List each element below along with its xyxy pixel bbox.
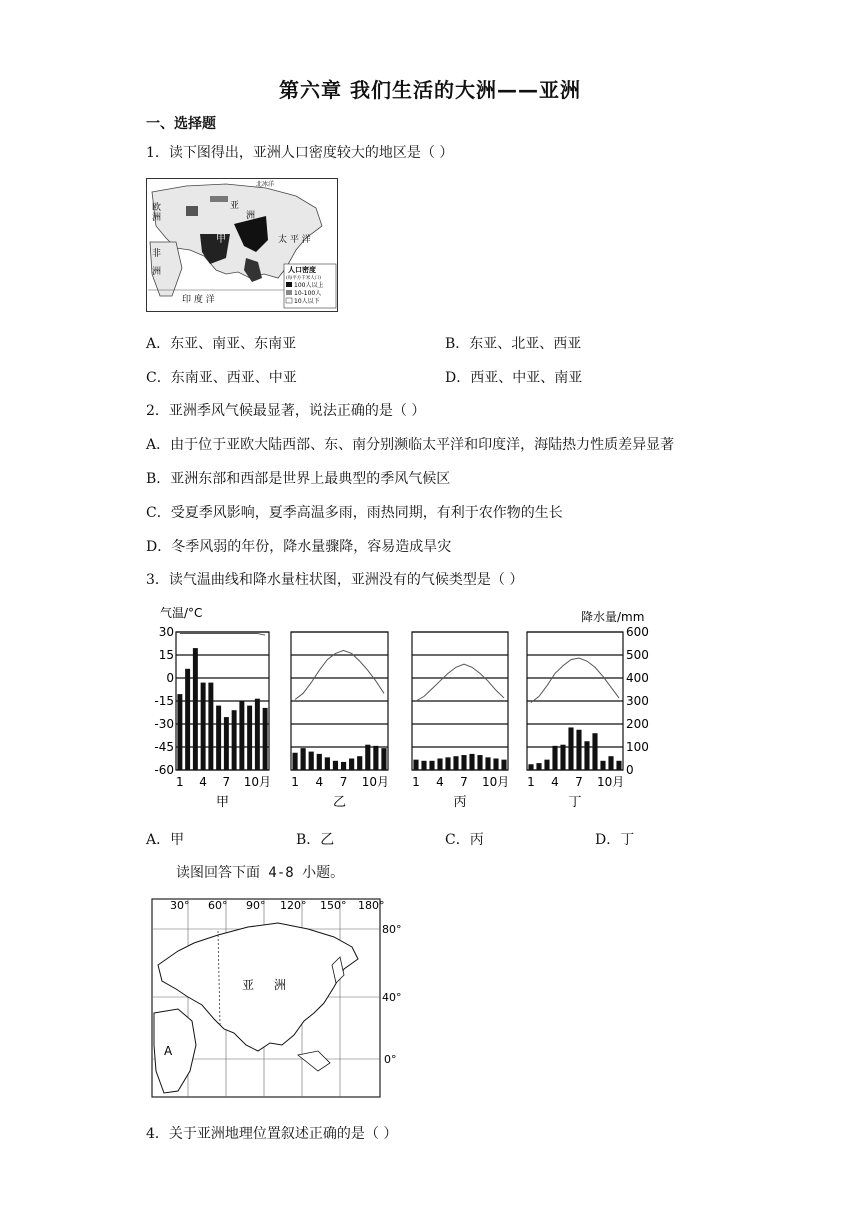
bar-甲-7 bbox=[224, 717, 229, 770]
bar-甲-6 bbox=[216, 706, 221, 770]
map-label-africa-2: 洲 bbox=[152, 267, 162, 277]
bar-乙-5 bbox=[325, 757, 330, 770]
q1-option-d[interactable]: D．西亚、中亚、南亚 bbox=[445, 370, 583, 386]
page-title: 第六章 我们生活的大洲——亚洲 bbox=[279, 78, 581, 102]
section-heading: 一、选择题 bbox=[146, 116, 216, 132]
xtick-乙-3: 10月 bbox=[361, 775, 390, 789]
bar-甲-4 bbox=[201, 683, 206, 770]
bar-丁-11 bbox=[608, 756, 613, 770]
map-label-indian-ocean: 印 度 洋 bbox=[182, 295, 215, 305]
xtick-丙-3: 10月 bbox=[482, 775, 510, 789]
bar-乙-7 bbox=[341, 762, 346, 770]
bar-乙-9 bbox=[357, 756, 362, 770]
bar-丁-8 bbox=[584, 741, 589, 770]
lon-label-150: 150° bbox=[320, 899, 347, 912]
bar-乙-3 bbox=[309, 752, 314, 770]
question-4-stem: 4．关于亚洲地理位置叙述正确的是（ ） bbox=[146, 1126, 398, 1142]
xtick-丁-2: 7 bbox=[575, 775, 583, 789]
precip-tick-3: 300 bbox=[626, 694, 649, 708]
q2-option-a[interactable]: A．由于位于亚欧大陆西部、东、南分别濒临太平洋和印度洋，海陆热力性质差异显著 bbox=[146, 437, 675, 453]
xtick-丙-1: 4 bbox=[436, 775, 444, 789]
legend-item-mid: 10-100人 bbox=[294, 290, 322, 297]
legend-item-high: 100人以上 bbox=[294, 282, 324, 289]
temp-tick-1: 15 bbox=[158, 648, 174, 662]
temp-tick-3: -15 bbox=[154, 694, 174, 708]
q1-option-c[interactable]: C．东南亚、西亚、中亚 bbox=[146, 370, 297, 386]
xtick-甲-2: 7 bbox=[222, 775, 231, 789]
lon-label-120: 120° bbox=[280, 899, 307, 912]
temp-tick-6: -60 bbox=[154, 763, 174, 777]
bar-乙-6 bbox=[333, 761, 338, 770]
lat-label-40: 40° bbox=[382, 991, 402, 1004]
bar-丁-1 bbox=[528, 764, 533, 770]
xtick-甲-3: 10月 bbox=[243, 775, 272, 789]
temp-tick-2: 0 bbox=[166, 671, 174, 685]
map-label-arctic: 北冰洋 bbox=[256, 181, 275, 188]
instruction-note: 读图回答下面 4-8 小题。 bbox=[176, 865, 345, 881]
legend-subtitle: (每平方千米人口) bbox=[286, 276, 322, 281]
q3-option-d[interactable]: D．丁 bbox=[595, 832, 635, 848]
bar-甲-9 bbox=[239, 701, 244, 770]
map-label-asia-1: 亚 bbox=[230, 201, 240, 211]
lat-label-80: 80° bbox=[382, 923, 402, 936]
bar-丙-11 bbox=[493, 759, 498, 771]
temp-tick-4: -30 bbox=[154, 717, 174, 731]
xtick-丙-0: 1 bbox=[412, 775, 420, 789]
bar-甲-12 bbox=[263, 708, 268, 770]
q1-option-a[interactable]: A．东亚、南亚、东南亚 bbox=[146, 336, 297, 352]
population-density-map bbox=[146, 178, 338, 312]
bar-甲-5 bbox=[208, 683, 213, 770]
precip-tick-5: 100 bbox=[626, 740, 649, 754]
q2-option-c[interactable]: C．受夏季风影响，夏季高温多雨，雨热同期，有利于农作物的生长 bbox=[146, 505, 563, 521]
bar-丙-5 bbox=[445, 757, 450, 770]
panel-name-丁: 丁 bbox=[568, 795, 582, 810]
bar-甲-2 bbox=[185, 669, 190, 770]
q3-option-c[interactable]: C．丙 bbox=[445, 832, 484, 848]
lat-label-0: 0° bbox=[384, 1053, 397, 1066]
bar-丙-12 bbox=[501, 760, 506, 770]
panel-name-丙: 丙 bbox=[453, 795, 467, 810]
bar-乙-10 bbox=[365, 745, 370, 770]
temp-tick-0: 30 bbox=[158, 625, 174, 639]
q1-option-b[interactable]: B．东亚、北亚、西亚 bbox=[445, 336, 582, 352]
map-label-europe-1: 欧 bbox=[152, 203, 162, 213]
lon-label-90: 90° bbox=[246, 899, 266, 912]
precip-tick-0: 600 bbox=[626, 625, 649, 639]
bar-丙-9 bbox=[477, 755, 482, 770]
bar-乙-11 bbox=[373, 746, 378, 770]
precip-tick-1: 500 bbox=[626, 648, 649, 662]
bar-甲-3 bbox=[193, 648, 198, 770]
map-label-pacific: 太 平 洋 bbox=[278, 235, 311, 245]
legend-title: 人口密度 bbox=[288, 266, 316, 274]
precip-tick-6: 0 bbox=[626, 763, 634, 777]
bar-甲-8 bbox=[232, 710, 237, 770]
map2-label-asia-2: 洲 bbox=[274, 978, 287, 992]
climate-charts bbox=[146, 600, 649, 816]
bar-甲-11 bbox=[255, 699, 260, 770]
bar-丁-3 bbox=[544, 760, 549, 770]
bar-乙-2 bbox=[301, 748, 306, 770]
map-legend bbox=[284, 264, 336, 308]
temp-tick-5: -45 bbox=[154, 740, 174, 754]
map-label-europe-2: 洲 bbox=[152, 213, 162, 223]
bar-丁-6 bbox=[568, 727, 573, 770]
map2-label-asia-1: 亚 bbox=[242, 978, 255, 992]
bar-乙-4 bbox=[317, 754, 322, 770]
q2-option-d[interactable]: D．冬季风弱的年份，降水量骤降，容易造成旱灾 bbox=[146, 539, 452, 555]
bar-丙-4 bbox=[437, 759, 442, 771]
bar-丙-8 bbox=[469, 754, 474, 770]
bar-乙-1 bbox=[292, 753, 297, 770]
lon-label-60: 60° bbox=[208, 899, 228, 912]
q2-option-b[interactable]: B．亚洲东部和西部是世界上最典型的季风气候区 bbox=[146, 471, 451, 487]
bar-甲-10 bbox=[247, 706, 252, 770]
bar-丁-5 bbox=[560, 745, 565, 770]
question-3-stem: 3．读气温曲线和降水量柱状图，亚洲没有的气候类型是（ ） bbox=[146, 572, 524, 588]
temp-line-丙 bbox=[416, 664, 504, 701]
bar-丙-6 bbox=[453, 756, 458, 770]
bar-丁-9 bbox=[592, 733, 597, 770]
map-label-africa-1: 非 bbox=[152, 249, 162, 259]
temp-axis-label: 气温/°C bbox=[160, 606, 203, 620]
bar-丁-7 bbox=[576, 730, 581, 770]
panel-name-乙: 乙 bbox=[332, 795, 347, 810]
bar-丙-2 bbox=[421, 761, 426, 770]
bar-丁-10 bbox=[600, 761, 605, 770]
xtick-丁-3: 10月 bbox=[597, 775, 625, 789]
bar-丁-4 bbox=[552, 746, 557, 770]
xtick-乙-0: 1 bbox=[291, 775, 299, 789]
bar-丙-1 bbox=[413, 760, 418, 770]
bar-甲-1 bbox=[177, 694, 182, 770]
map2-label-a: A bbox=[164, 1044, 173, 1058]
lon-label-30: 30° bbox=[170, 899, 190, 912]
xtick-丁-0: 1 bbox=[527, 775, 535, 789]
q3-option-a[interactable]: A．甲 bbox=[146, 832, 185, 848]
bar-丁-12 bbox=[616, 761, 621, 770]
map-label-jia: 甲 bbox=[216, 234, 226, 245]
question-1-stem: 1．读下图得出，亚洲人口密度较大的地区是（ ） bbox=[146, 145, 454, 161]
temp-line-甲 bbox=[180, 634, 265, 636]
xtick-丙-2: 7 bbox=[460, 775, 468, 789]
precip-axis-label: 降水量/mm bbox=[581, 610, 645, 624]
bar-乙-12 bbox=[381, 748, 386, 770]
precip-tick-4: 200 bbox=[626, 717, 649, 731]
panel-name-甲: 甲 bbox=[215, 795, 230, 810]
map-label-asia-2: 洲 bbox=[246, 211, 256, 221]
bar-丙-3 bbox=[429, 761, 434, 770]
temp-line-乙 bbox=[295, 650, 384, 699]
bar-丁-2 bbox=[536, 763, 541, 770]
xtick-丁-1: 4 bbox=[551, 775, 559, 789]
precip-tick-2: 400 bbox=[626, 671, 649, 685]
asia-grid-map bbox=[148, 895, 406, 1101]
bar-丙-7 bbox=[461, 755, 466, 770]
lon-label-180: 180° bbox=[358, 899, 385, 912]
bar-乙-8 bbox=[349, 759, 354, 771]
bar-丙-10 bbox=[485, 757, 490, 770]
xtick-乙-2: 7 bbox=[339, 775, 348, 789]
xtick-甲-1: 4 bbox=[199, 775, 207, 789]
xtick-乙-1: 4 bbox=[315, 775, 324, 789]
q3-option-b[interactable]: B．乙 bbox=[296, 832, 335, 848]
question-2-stem: 2．亚洲季风气候最显著，说法正确的是（ ） bbox=[146, 403, 426, 419]
legend-item-low: 10人以下 bbox=[294, 298, 320, 305]
temp-line-丁 bbox=[531, 658, 619, 702]
xtick-甲-0: 1 bbox=[176, 775, 184, 789]
